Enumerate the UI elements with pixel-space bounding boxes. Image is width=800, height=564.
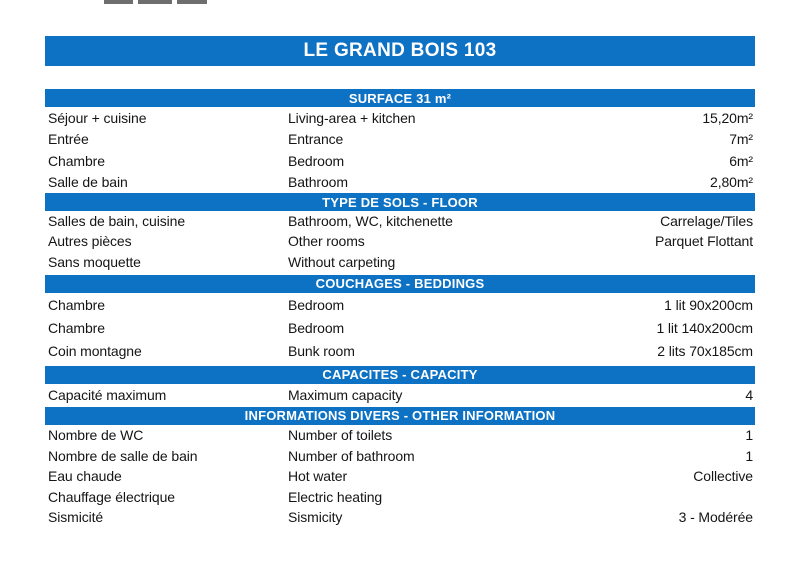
- cell-label-french: Nombre de salle de bain: [48, 447, 198, 464]
- section-rows: [45, 425, 755, 528]
- cell-label-french: Chambre: [48, 296, 105, 313]
- cell-label-english: Bathroom: [288, 174, 348, 191]
- table-row: [45, 211, 755, 231]
- cell-value: 1: [745, 427, 753, 444]
- cell-label-english: Entrance: [288, 131, 344, 148]
- table-row: [45, 507, 755, 528]
- cell-label-french: Chauffage électrique: [48, 488, 175, 505]
- table-row: [45, 384, 755, 407]
- cell-label-english: Electric heating: [288, 488, 383, 505]
- table-row: [45, 293, 755, 316]
- property-info-sheet: [45, 36, 755, 528]
- property-title-bar: [45, 36, 755, 66]
- table-row: [45, 466, 755, 487]
- cell-value: 2,80m²: [710, 174, 753, 191]
- page-title: LE GRAND BOIS 103: [303, 40, 497, 61]
- cell-value: 4: [745, 387, 753, 404]
- table-row: [45, 316, 755, 339]
- cropped-text-artifact: [0, 0, 800, 4]
- cell-value: 1 lit 90x200cm: [664, 296, 753, 313]
- section-header: TYPE DE SOLS - FLOOR: [45, 193, 755, 211]
- section-header: CAPACITES - CAPACITY: [45, 366, 755, 384]
- cropped-text-fragment: [104, 0, 133, 4]
- table-row: [45, 107, 755, 129]
- cell-label-english: Bathroom, WC, kitchenette: [288, 213, 453, 230]
- sections-container: [45, 89, 755, 528]
- cell-value: 6m²: [729, 152, 753, 169]
- cell-label-english: Hot water: [288, 468, 348, 485]
- cell-label-english: Bunk room: [288, 343, 355, 360]
- cell-value: Carrelage/Tiles: [660, 213, 753, 230]
- cell-label-french: Nombre de WC: [48, 427, 144, 444]
- cell-label-english: Number of toilets: [288, 427, 393, 444]
- cell-value: 1: [745, 447, 753, 464]
- cell-label-french: Salles de bain, cuisine: [48, 213, 186, 230]
- cell-label-english: Bedroom: [288, 296, 345, 313]
- table-row: [45, 487, 755, 508]
- table-row: [45, 425, 755, 446]
- cell-label-french: Coin montagne: [48, 343, 142, 360]
- section-rows: [45, 384, 755, 407]
- cell-label-english: Sismicity: [288, 509, 343, 526]
- cell-label-french: Entrée: [48, 131, 89, 148]
- cell-value: 2 lits 70x185cm: [657, 343, 753, 360]
- table-row: [45, 445, 755, 466]
- cell-label-english: Number of bathroom: [288, 447, 415, 464]
- section-rows: [45, 107, 755, 193]
- cell-label-french: Eau chaude: [48, 468, 122, 485]
- section-header: COUCHAGES - BEDDINGS: [45, 275, 755, 293]
- cell-label-french: Chambre: [48, 319, 105, 336]
- cell-value: 1 lit 140x200cm: [656, 319, 753, 336]
- section-rows: [45, 211, 755, 272]
- cell-label-french: Salle de bain: [48, 174, 128, 191]
- table-row: [45, 150, 755, 172]
- cell-label-english: Bedroom: [288, 319, 345, 336]
- section-header: SURFACE 31 m²: [45, 89, 755, 107]
- cell-label-french: Autres pièces: [48, 233, 132, 250]
- table-row: [45, 129, 755, 151]
- cell-value: Collective: [693, 468, 753, 485]
- cell-label-english: Maximum capacity: [288, 387, 403, 404]
- table-row: [45, 231, 755, 251]
- cropped-text-fragment: [138, 0, 172, 4]
- cell-value: 7m²: [729, 131, 753, 148]
- cropped-text-fragment: [177, 0, 207, 4]
- cell-label-english: Bedroom: [288, 152, 345, 169]
- cell-value: 3 - Modérée: [678, 509, 753, 526]
- cell-label-french: Chambre: [48, 152, 105, 169]
- cell-label-french: Sismicité: [48, 509, 104, 526]
- cell-label-english: Without carpeting: [288, 253, 396, 270]
- cell-value: 15,20m²: [702, 109, 753, 126]
- cell-value: Parquet Flottant: [654, 233, 753, 250]
- section-rows: [45, 293, 755, 363]
- cell-label-french: Capacité maximum: [48, 387, 167, 404]
- table-row: [45, 252, 755, 272]
- cell-label-english: Living-area + kitchen: [288, 109, 416, 126]
- table-row: [45, 339, 755, 362]
- table-row: [45, 172, 755, 194]
- cell-label-french: Séjour + cuisine: [48, 109, 147, 126]
- section-header: INFORMATIONS DIVERS - OTHER INFORMATION: [45, 407, 755, 425]
- cell-label-english: Other rooms: [288, 233, 365, 250]
- cell-label-french: Sans moquette: [48, 253, 141, 270]
